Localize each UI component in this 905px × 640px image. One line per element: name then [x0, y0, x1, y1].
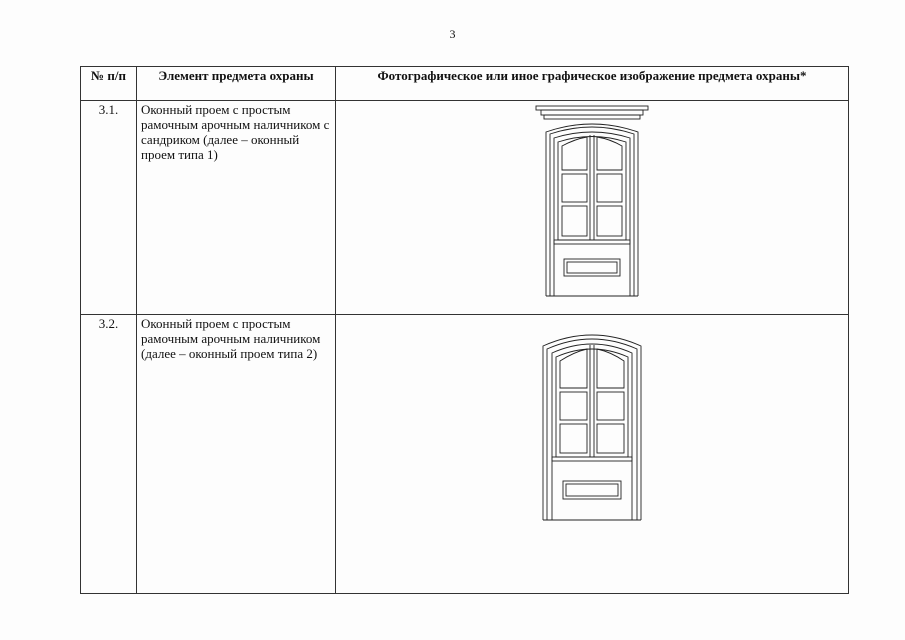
table-row: [81, 315, 849, 594]
row-image-cell: [336, 101, 849, 315]
window-type-1-drawing: [532, 102, 652, 307]
row-number: 3.1.: [81, 101, 137, 315]
row-number: 3.2.: [81, 315, 137, 594]
protection-elements-table: [80, 66, 849, 594]
header-element: Элемент предмета охраны: [137, 67, 336, 101]
row-image-cell: [336, 315, 849, 594]
row-element-description: Оконный проем с простым рамочным арочным наличником (далее – оконный проем типа 2): [137, 315, 336, 594]
header-number: № п/п: [81, 67, 137, 101]
table-header-row: [81, 67, 849, 101]
row-element-description: Оконный проем с простым рамочным арочным наличником с сандриком (далее – оконный проем типа 1): [137, 101, 336, 315]
header-image: Фотографическое или иное графическое изображение предмета охраны*: [336, 67, 849, 101]
page-number: 3: [449, 27, 456, 41]
window-type-2-drawing: [537, 324, 647, 529]
table-row: [81, 101, 849, 315]
